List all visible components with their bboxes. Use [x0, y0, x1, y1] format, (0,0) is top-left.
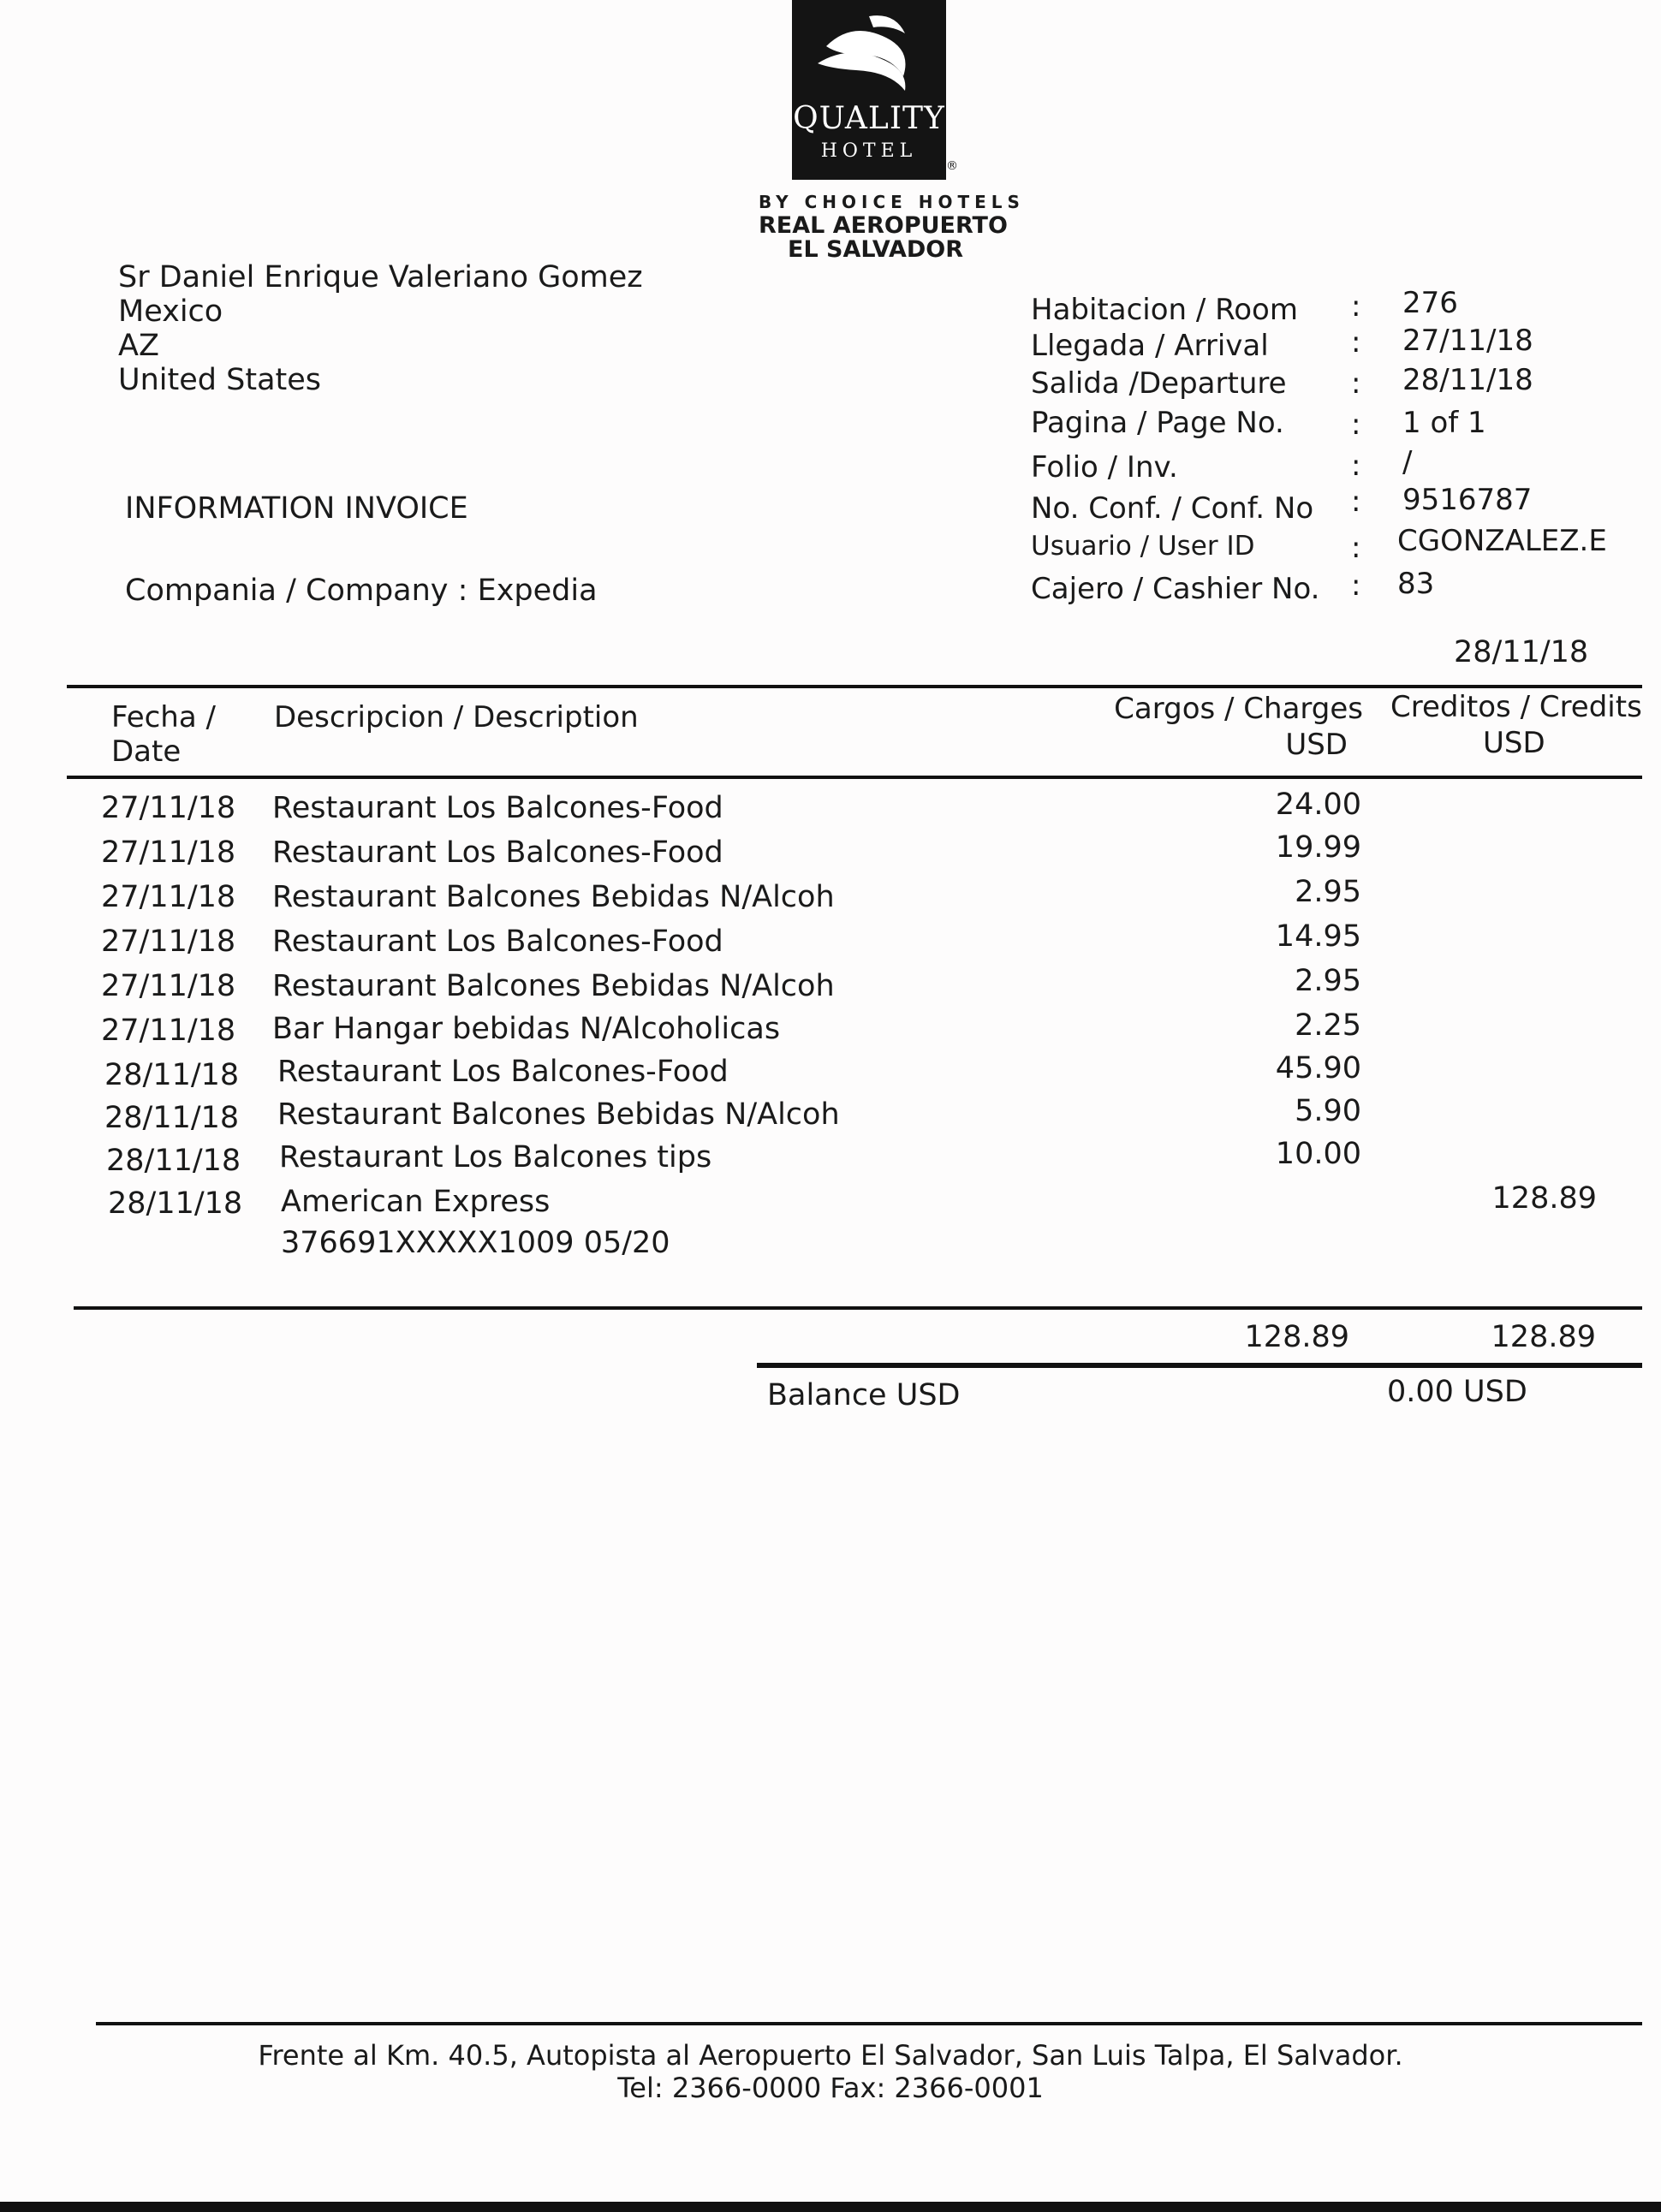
total-credits: 128.89 — [1491, 1320, 1596, 1354]
hotel-logo — [792, 0, 946, 180]
info-colon: : — [1351, 407, 1361, 442]
card-number-line: 376691XXXXX1009 05/20 — [281, 1226, 670, 1260]
header-credits-line1: Creditos / Credits — [1390, 690, 1642, 724]
row-description: Bar Hangar bebidas N/Alcoholicas — [272, 1012, 781, 1046]
row-date: 27/11/18 — [101, 880, 236, 914]
header-credits-line2: USD — [1483, 726, 1545, 760]
row-date: 28/11/18 — [108, 1186, 243, 1221]
row-date: 28/11/18 — [104, 1101, 240, 1135]
header-charges-line1: Cargos / Charges — [1114, 692, 1363, 726]
document-title: INFORMATION INVOICE — [125, 491, 468, 526]
total-charges: 128.89 — [1244, 1320, 1349, 1354]
row-description: American Express — [281, 1185, 551, 1219]
choice-hotels-tagline: BY CHOICE HOTELS — [759, 192, 1025, 212]
info-value-page: 1 of 1 — [1402, 406, 1486, 440]
info-colon: : — [1351, 289, 1361, 324]
row-charge: 14.95 — [1275, 919, 1361, 954]
info-value-cashier: 83 — [1397, 567, 1435, 601]
logo-line1: QUALITY — [793, 101, 945, 136]
row-description: Restaurant Los Balcones-Food — [272, 925, 723, 959]
footer-rule — [96, 2022, 1642, 2025]
quality-swoosh-icon — [809, 12, 929, 98]
row-charge: 2.25 — [1295, 1008, 1361, 1043]
row-description: Restaurant Balcones Bebidas N/Alcoh — [277, 1097, 840, 1132]
property-name-line2: EL SALVADOR — [788, 236, 963, 263]
guest-name: Sr Daniel Enrique Valeriano Gomez — [118, 260, 643, 294]
guest-city: Mexico — [118, 294, 223, 329]
company-line — [125, 574, 598, 608]
registered-mark: ® — [946, 159, 958, 173]
row-credit: 128.89 — [1491, 1181, 1597, 1216]
row-date: 28/11/18 — [106, 1144, 241, 1178]
info-label-cashier: Cajero / Cashier No. — [1031, 572, 1320, 606]
info-label-room: Habitacion / Room — [1031, 293, 1298, 327]
info-colon: : — [1351, 366, 1361, 401]
footer-address: Frente al Km. 40.5, Autopista al Aeropuerto El Salvador, San Luis Talpa, El Salvador. — [258, 2039, 1403, 2072]
row-date: 27/11/18 — [101, 791, 236, 825]
info-label-arrival: Llegada / Arrival — [1031, 329, 1269, 363]
row-date: 27/11/18 — [101, 1014, 236, 1048]
header-charges-line2: USD — [1285, 728, 1348, 762]
property-name-line1: REAL AEROPUERTO — [759, 212, 1008, 239]
info-value-room: 276 — [1402, 286, 1458, 320]
balance-value: 0.00 USD — [1387, 1375, 1527, 1409]
header-description: Descripcion / Description — [274, 700, 639, 734]
row-date: 27/11/18 — [101, 925, 236, 959]
table-header-rule — [67, 776, 1642, 779]
header-date-line1: Fecha / — [111, 700, 216, 734]
row-date: 28/11/18 — [104, 1058, 240, 1092]
row-description: Restaurant Los Balcones tips — [279, 1140, 712, 1174]
page-bottom-edge — [0, 2202, 1661, 2212]
header-date-line2: Date — [111, 734, 182, 769]
balance-label: Balance USD — [767, 1378, 961, 1412]
info-value-user: CGONZALEZ.E — [1397, 524, 1607, 558]
guest-country: United States — [118, 363, 322, 397]
footer-phone: Tel: 2366-0000 Fax: 2366-0001 — [617, 2072, 1044, 2104]
info-value-folio: / — [1402, 445, 1413, 479]
print-date: 28/11/18 — [1454, 635, 1589, 669]
info-label-conf: No. Conf. / Conf. No — [1031, 491, 1314, 526]
info-label-departure: Salida /Departure — [1031, 366, 1287, 401]
company-label: Compania / Company : — [125, 574, 468, 608]
row-description: Restaurant Balcones Bebidas N/Alcoh — [272, 969, 835, 1003]
info-value-arrival: 27/11/18 — [1402, 324, 1533, 358]
row-charge: 5.90 — [1295, 1094, 1361, 1128]
row-charge: 19.99 — [1275, 830, 1361, 865]
balance-rule — [757, 1363, 1642, 1368]
row-date: 27/11/18 — [101, 969, 236, 1003]
row-description: Restaurant Los Balcones-Food — [272, 835, 723, 870]
info-colon: : — [1351, 325, 1361, 360]
logo-line2: HOTEL — [820, 140, 918, 162]
table-top-rule — [67, 685, 1642, 688]
row-charge: 2.95 — [1295, 875, 1361, 909]
info-label-page: Pagina / Page No. — [1031, 406, 1284, 440]
row-charge: 45.90 — [1275, 1051, 1361, 1085]
info-label-user: Usuario / User ID — [1031, 531, 1255, 562]
row-date: 27/11/18 — [101, 835, 236, 870]
info-value-conf: 9516787 — [1402, 483, 1533, 517]
row-charge: 24.00 — [1275, 788, 1361, 822]
row-description: Restaurant Balcones Bebidas N/Alcoh — [272, 880, 835, 914]
info-colon: : — [1351, 531, 1361, 565]
info-colon: : — [1351, 485, 1361, 519]
row-description: Restaurant Los Balcones-Food — [277, 1055, 729, 1089]
row-charge: 2.95 — [1295, 964, 1361, 998]
row-charge: 10.00 — [1275, 1137, 1361, 1171]
company-value: Expedia — [477, 574, 598, 608]
guest-state: AZ — [118, 329, 159, 363]
info-colon: : — [1351, 449, 1361, 483]
info-label-folio: Folio / Inv. — [1031, 450, 1178, 485]
info-colon: : — [1351, 568, 1361, 603]
row-description: Restaurant Los Balcones-Food — [272, 791, 723, 825]
totals-rule — [74, 1306, 1642, 1310]
info-value-departure: 28/11/18 — [1402, 363, 1533, 397]
